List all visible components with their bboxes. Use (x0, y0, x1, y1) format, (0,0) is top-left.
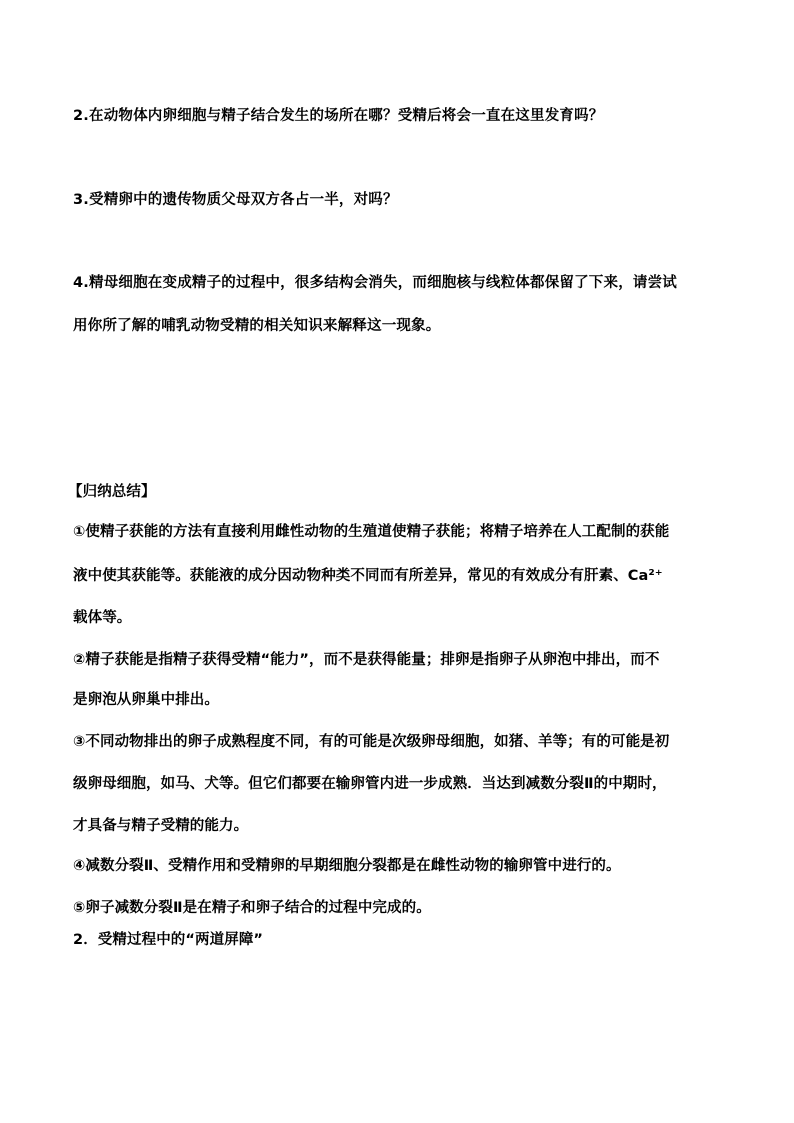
question-2: 2.在动物体内卵细胞与精子结合发生的场所在哪？受精后将会一直在这里发育吗？ (73, 108, 604, 124)
summary-point-3-line-3: 才具备与精子受精的能力。 (73, 818, 249, 834)
section-title: 2．受精过程中的“两道屏障” (73, 932, 264, 948)
summary-point-3-line-2: 级卵母细胞，如马、犬等。但它们都要在输卵管内进一步成熟．当达到减数分裂Ⅱ的中期时， (73, 776, 667, 792)
summary-point-3-line-1: ③不同动物排出的卵子成熟程度不同，有的可能是次级卵母细胞，如猪、羊等；有的可能是初 (73, 734, 670, 750)
summary-point-2-line-1: ②精子获能是指精子获得受精“能力”，而不是获得能量；排卵是指卵子从卵泡中排出，而不 (73, 652, 660, 668)
summary-heading: 【归纳总结】 (68, 484, 156, 500)
summary-point-1-line-1: ①使精子获能的方法有直接利用雌性动物的生殖道使精子获能；将精子培养在人工配制的获能 (73, 524, 670, 540)
question-4-line-1: 4.精母细胞在变成精子的过程中，很多结构会消失，而细胞核与线粒体都保留了下来，请尝试 (73, 275, 677, 291)
summary-point-1-line-3: 载体等。 (73, 610, 132, 626)
summary-point-5: ⑤卵子减数分裂Ⅱ是在精子和卵子结合的过程中完成的。 (73, 900, 431, 916)
summary-point-2-line-2: 是卵泡从卵巢中排出。 (73, 692, 219, 708)
question-3: 3.受精卵中的遗传物质父母双方各占一半，对吗？ (73, 192, 398, 208)
question-4-line-2: 用你所了解的哺乳动物受精的相关知识来解释这一现象。 (73, 318, 441, 334)
summary-point-1-line-2: 液中使其获能等。获能液的成分因动物种类不同而有所差异，常见的有效成分有肝素、Ca²⁺ (73, 568, 663, 584)
summary-point-4: ④减数分裂Ⅱ、受精作用和受精卵的早期细胞分裂都是在雌性动物的输卵管中进行的。 (73, 858, 621, 874)
